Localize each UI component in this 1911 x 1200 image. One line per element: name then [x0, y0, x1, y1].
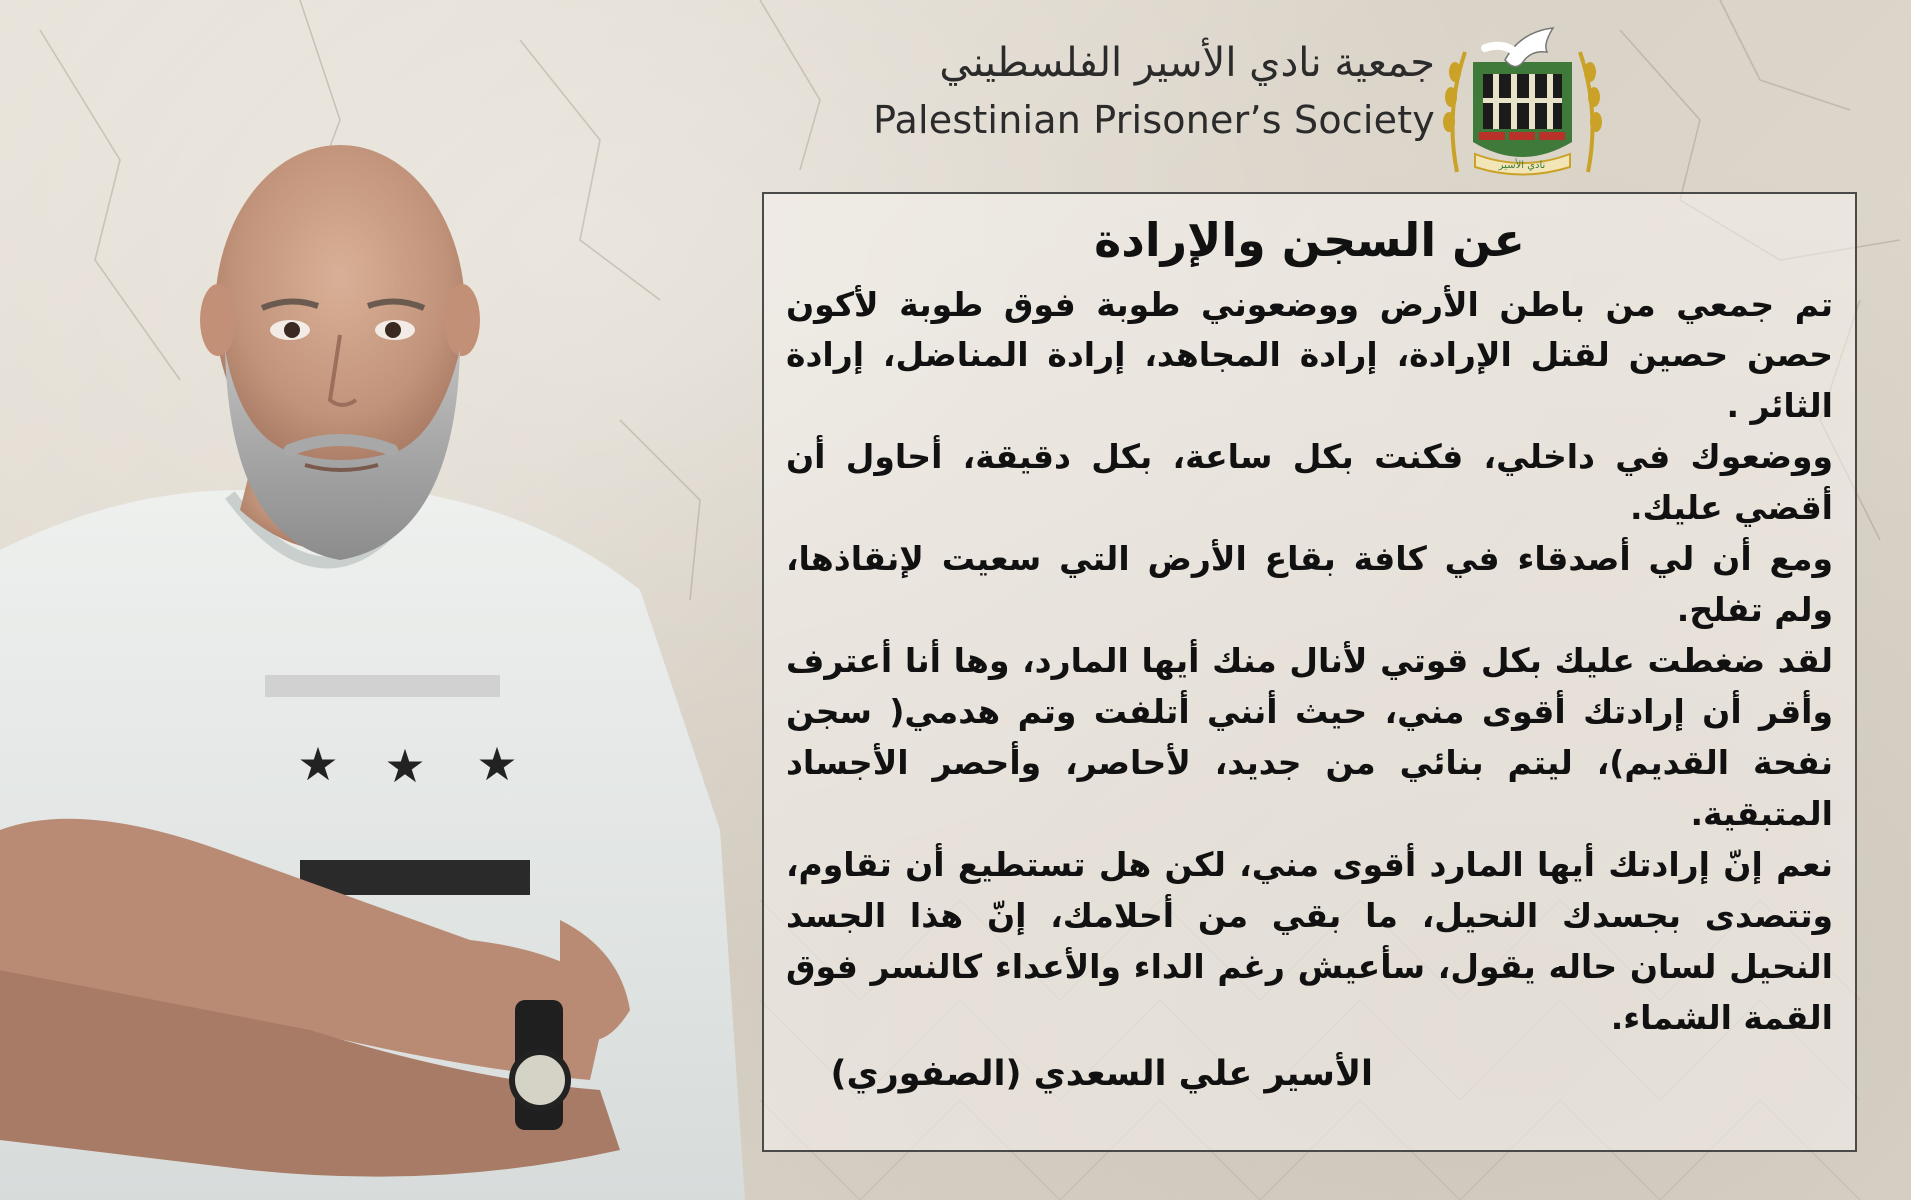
svg-text:★: ★ [297, 737, 339, 791]
org-name-arabic: جمعية نادي الأسير الفلسطيني [939, 40, 1435, 86]
org-name-english: Palestinian Prisoner’s Society [873, 98, 1435, 142]
header [850, 22, 1630, 182]
dove-over-prison-bars-emblem-icon [1435, 22, 1610, 182]
author-signature: الأسير علي السعدي (الصفوري) [830, 1054, 1373, 1095]
article-title: عن السجن والإرادة [1094, 213, 1525, 267]
article-panel [762, 192, 1857, 1152]
article-paragraph-4: لقد ضغطت عليك بكل قوتي لأنال منك أيها المارد، وها أنا أعترف وأقر أن إرادتك أقوى مني، حيث أنني أتلفت وتم هدمي( سجن نفحة القديم)، ليتم بنائي من جديد، لأحاصر، وأحصر الأجساد المتبقية. [786, 641, 1833, 834]
portrait-photo [0, 70, 760, 1200]
article-paragraph-5: نعم إنّ إرادتك أيها المارد أقوى مني، لكن هل تستطيع أن تقاوم، وتتصدى بجسدك النحيل، ما بقي من أحلامك، إنّ هذا الجسد النحيل لسان حاله يقول، سأعيش رغم الداء والأعداء كالنسر فوق القمة الشماء. [786, 845, 1833, 1038]
article-paragraph-2: ووضعوك في داخلي، فكنت بكل ساعة، بكل دقيقة، أحاول أن أقضي عليك. [786, 437, 1833, 528]
article-body [786, 280, 1833, 1045]
article-paragraph-1: تم جمعي من باطن الأرض ووضعوني طوبة فوق طوبة لأكون حصن حصين لقتل الإرادة، إرادة المجاهد، إرادة المناضل، إرادة الثائر . [786, 284, 1833, 426]
emblem-label: نادي الأسير [1498, 160, 1546, 171]
svg-text:★: ★ [476, 737, 518, 791]
article-paragraph-3: ومع أن لي أصدقاء في كافة بقاع الأرض التي سعيت لإنقاذها، ولم تفلح. [786, 539, 1833, 630]
svg-text:★: ★ [384, 739, 426, 793]
